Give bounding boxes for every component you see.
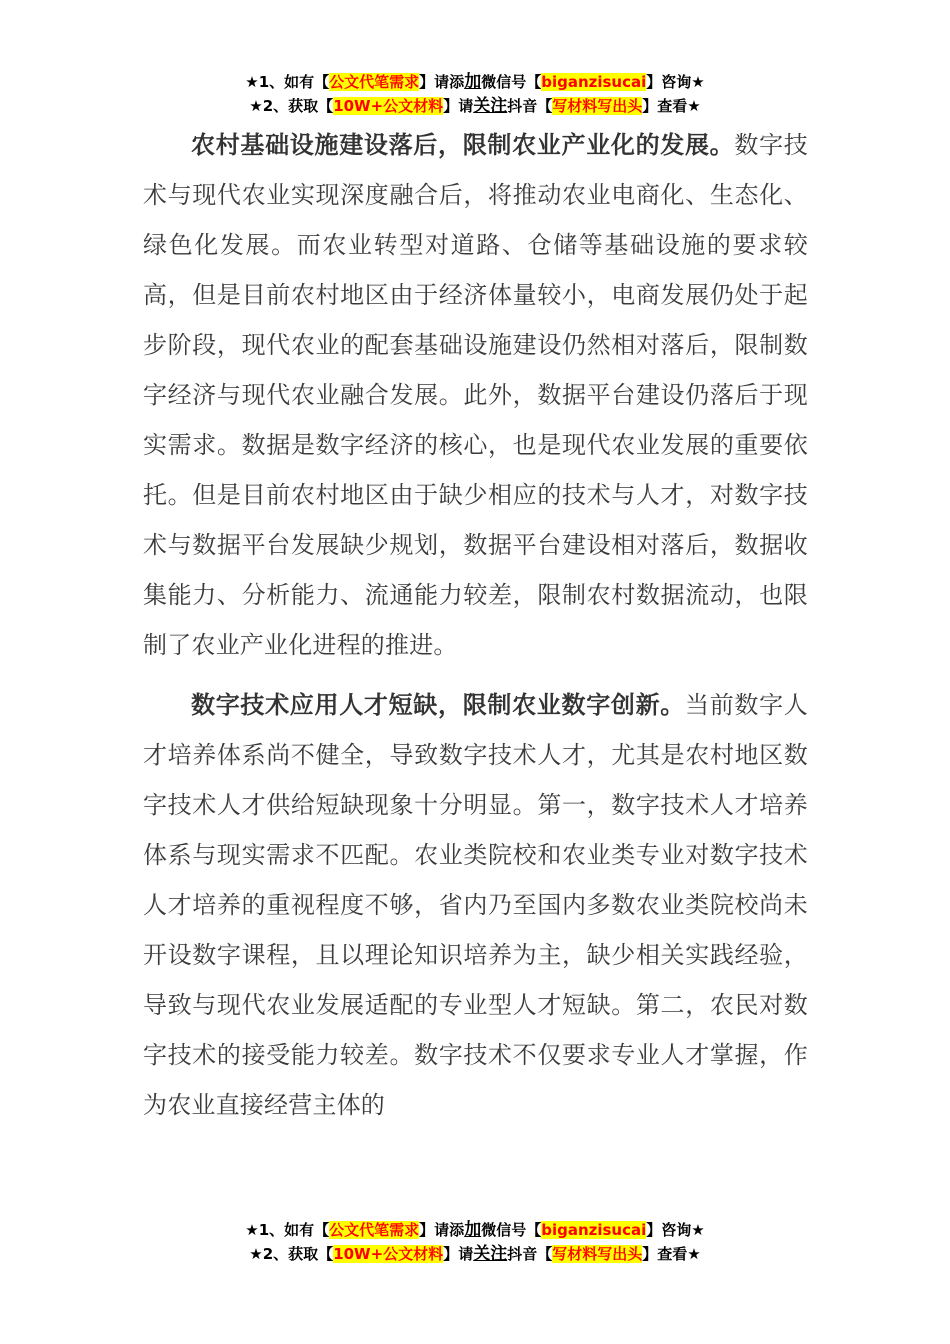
- banner-line-1: [0, 70, 950, 94]
- banner-line-1: [0, 1218, 950, 1242]
- paragraph-lead: 数字技术应用人才短缺，限制农业数字创新。: [191, 691, 685, 719]
- douyin-id-highlight: 写材料写出头: [552, 97, 643, 115]
- banner-text: 微信号【: [481, 1221, 542, 1239]
- banner-text: 】请添: [419, 73, 465, 91]
- banner-text: 】咨询★: [646, 1221, 705, 1239]
- banner-text: 】请: [443, 1245, 474, 1263]
- banner-underlined-text: 关注: [473, 96, 508, 116]
- banner-highlight: 10W+公文材料: [333, 97, 444, 115]
- banner-highlight: 10W+公文材料: [333, 1245, 444, 1263]
- banner-text: ★2、获取【: [249, 97, 334, 115]
- header-banner: [0, 70, 950, 118]
- banner-highlight: 公文代笔需求: [329, 1221, 420, 1239]
- banner-text: 】查看★: [642, 97, 701, 115]
- banner-text: 】请: [443, 97, 474, 115]
- banner-text: 抖音【: [507, 1245, 553, 1263]
- banner-highlight: 公文代笔需求: [329, 73, 420, 91]
- banner-text: ★1、如有【: [245, 1221, 330, 1239]
- paragraph-body: 数字技术与现代农业实现深度融合后，将推动农业电商化、生态化、绿色化发展。而农业转型对道路、仓储等基础设施的要求较高，但是目前农村地区由于经济体量较小，电商发展仍处于起步阶段，现代农业的配套基础设施建设仍然相对落后，限制数字经济与现代农业融合发展。此外，数据平台建设仍落后于现实需求。数据是数字经济的核心，也是现代农业发展的重要依托。但是目前农村地区由于缺少相应的技术与人才，对数字技术与数据平台发展缺少规划，数据平台建设相对落后，数据收集能力、分析能力、流通能力较差，限制农村数据流动，也限制了农业产业化进程的推进。: [143, 131, 808, 659]
- banner-text: 抖音【: [507, 97, 553, 115]
- paragraph-body: 当前数字人才培养体系尚不健全，导致数字技术人才，尤其是农村地区数字技术人才供给短缺现象十分明显。第一，数字技术人才培养体系与现实需求不匹配。农业类院校和农业类专业对数字技术人才培养的重视程度不够，省内乃至国内多数农业类院校尚未开设数字课程，且以理论知识培养为主，缺少相关实践经验，导致与现代农业发展适配的专业型人才短缺。第二，农民对数字技术的接受能力较差。数字技术不仅要求专业人才掌握，作为农业直接经营主体的: [143, 691, 808, 1119]
- footer-banner: [0, 1218, 950, 1266]
- banner-text: 】查看★: [642, 1245, 701, 1263]
- paragraph: [143, 680, 808, 1130]
- banner-text: 】请添: [419, 1221, 465, 1239]
- banner-text: 微信号【: [481, 73, 542, 91]
- paragraph-lead: 农村基础设施建设落后，限制农业产业化的发展。: [191, 131, 735, 159]
- banner-underlined-text: 关注: [473, 1244, 508, 1264]
- banner-line-2: [0, 94, 950, 118]
- banner-underlined-text: 加: [464, 72, 482, 92]
- banner-line-2: [0, 1242, 950, 1266]
- document-body: [143, 120, 808, 1130]
- wechat-id-highlight: biganzisucai: [541, 1221, 647, 1239]
- banner-text: 】咨询★: [646, 73, 705, 91]
- wechat-id-highlight: biganzisucai: [541, 73, 647, 91]
- douyin-id-highlight: 写材料写出头: [552, 1245, 643, 1263]
- banner-text: ★2、获取【: [249, 1245, 334, 1263]
- banner-underlined-text: 加: [464, 1220, 482, 1240]
- paragraph: [143, 120, 808, 670]
- banner-text: ★1、如有【: [245, 73, 330, 91]
